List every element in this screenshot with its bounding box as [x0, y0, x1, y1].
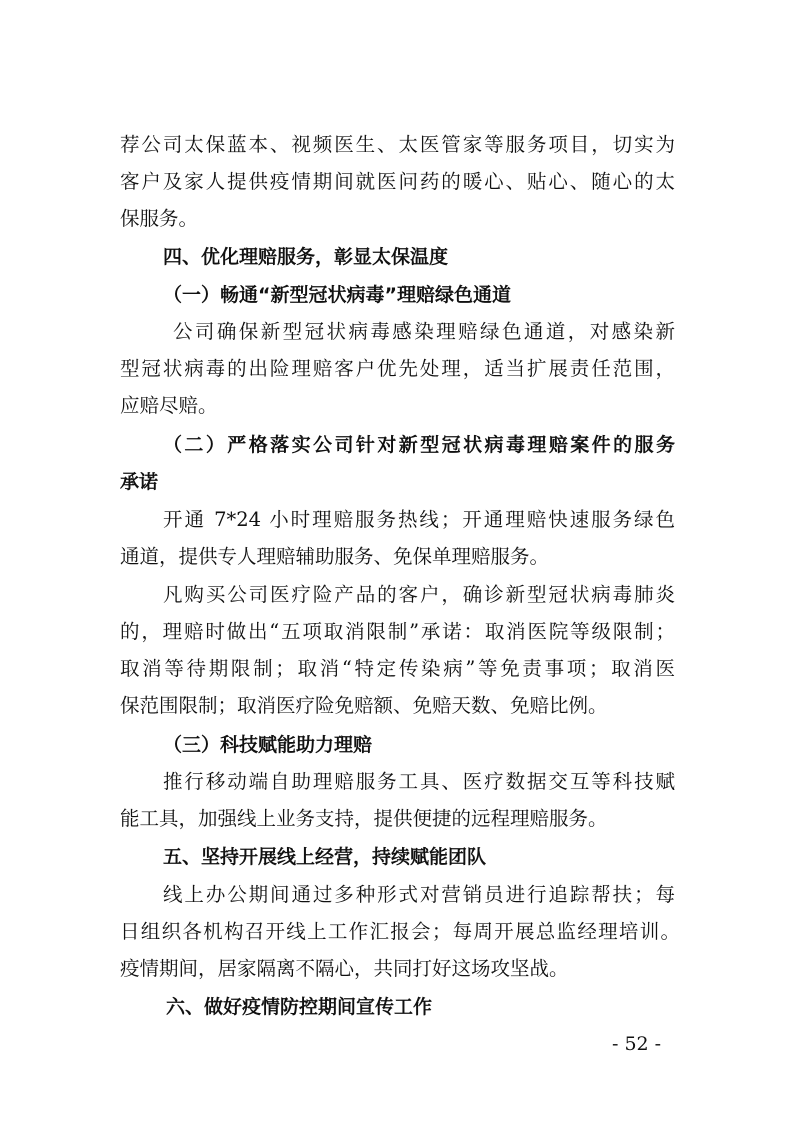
subsection-heading-4-3: （三）科技赋能助力理赔: [163, 734, 373, 756]
body-text-line: 的，理赔时做出“五项取消限制”承诺：取消医院等级限制；: [120, 620, 675, 643]
body-text-line: 荐公司太保蓝本、视频医生、太医管家等服务项目，切实为: [120, 133, 675, 156]
section-heading-6: 六、做好疫情防控期间宣传工作: [166, 996, 433, 1018]
body-text-line: 推行移动端自助理赔服务工具、医疗数据交互等科技赋: [163, 770, 675, 793]
body-text-line: 线上办公期间通过多种形式对营销员进行追踪帮扶；每: [163, 883, 675, 906]
section-heading-4: 四、优化理赔服务，彰显太保温度: [163, 246, 449, 268]
body-text-line: 应赔尽赔。: [120, 394, 218, 417]
body-text-line: 客户及家人提供疫情期间就医问药的暖心、贴心、随心的太: [120, 170, 675, 193]
body-text-line: 日组织各机构召开线上工作汇报会；每周开展总监经理培训。: [120, 920, 680, 943]
body-text-line: 型冠状病毒的出险理赔客户优先处理，适当扩展责任范围，: [120, 357, 675, 380]
body-text-line: 取消等待期限制；取消“特定传染病”等免责事项；取消医: [120, 657, 675, 680]
body-text-line: 能工具，加强线上业务支持，提供便捷的远程理赔服务。: [120, 807, 608, 830]
body-text-line: 公司确保新型冠状病毒感染理赔绿色通道，对感染新: [173, 320, 675, 343]
body-text-line: 疫情期间，居家隔离不隔心，共同打好这场攻坚战。: [120, 957, 569, 980]
subsection-heading-4-1: （一）畅通“新型冠状病毒”理赔绿色通道: [163, 284, 511, 306]
body-text-line: 保范围限制；取消医疗险免赔额、免赔天数、免赔比例。: [120, 694, 608, 717]
section-heading-5: 五、坚持开展线上经营，持续赋能团队: [163, 846, 487, 868]
subsection-heading-4-2-cont: 承诺: [120, 471, 159, 493]
body-text-line: 保服务。: [120, 207, 199, 230]
body-text-line: 凡购买公司医疗险产品的客户，确诊新型冠状病毒肺炎: [163, 583, 675, 606]
body-text-line: 通道，提供专人理赔辅助服务、免保单理赔服务。: [120, 545, 550, 568]
subsection-heading-4-2: （二）严格落实公司针对新型冠状病毒理赔案件的服务: [163, 434, 675, 456]
body-text-line: 开通 7*24 小时理赔服务热线；开通理赔快速服务绿色: [163, 508, 675, 531]
page-number: - 52 -: [612, 1033, 662, 1055]
